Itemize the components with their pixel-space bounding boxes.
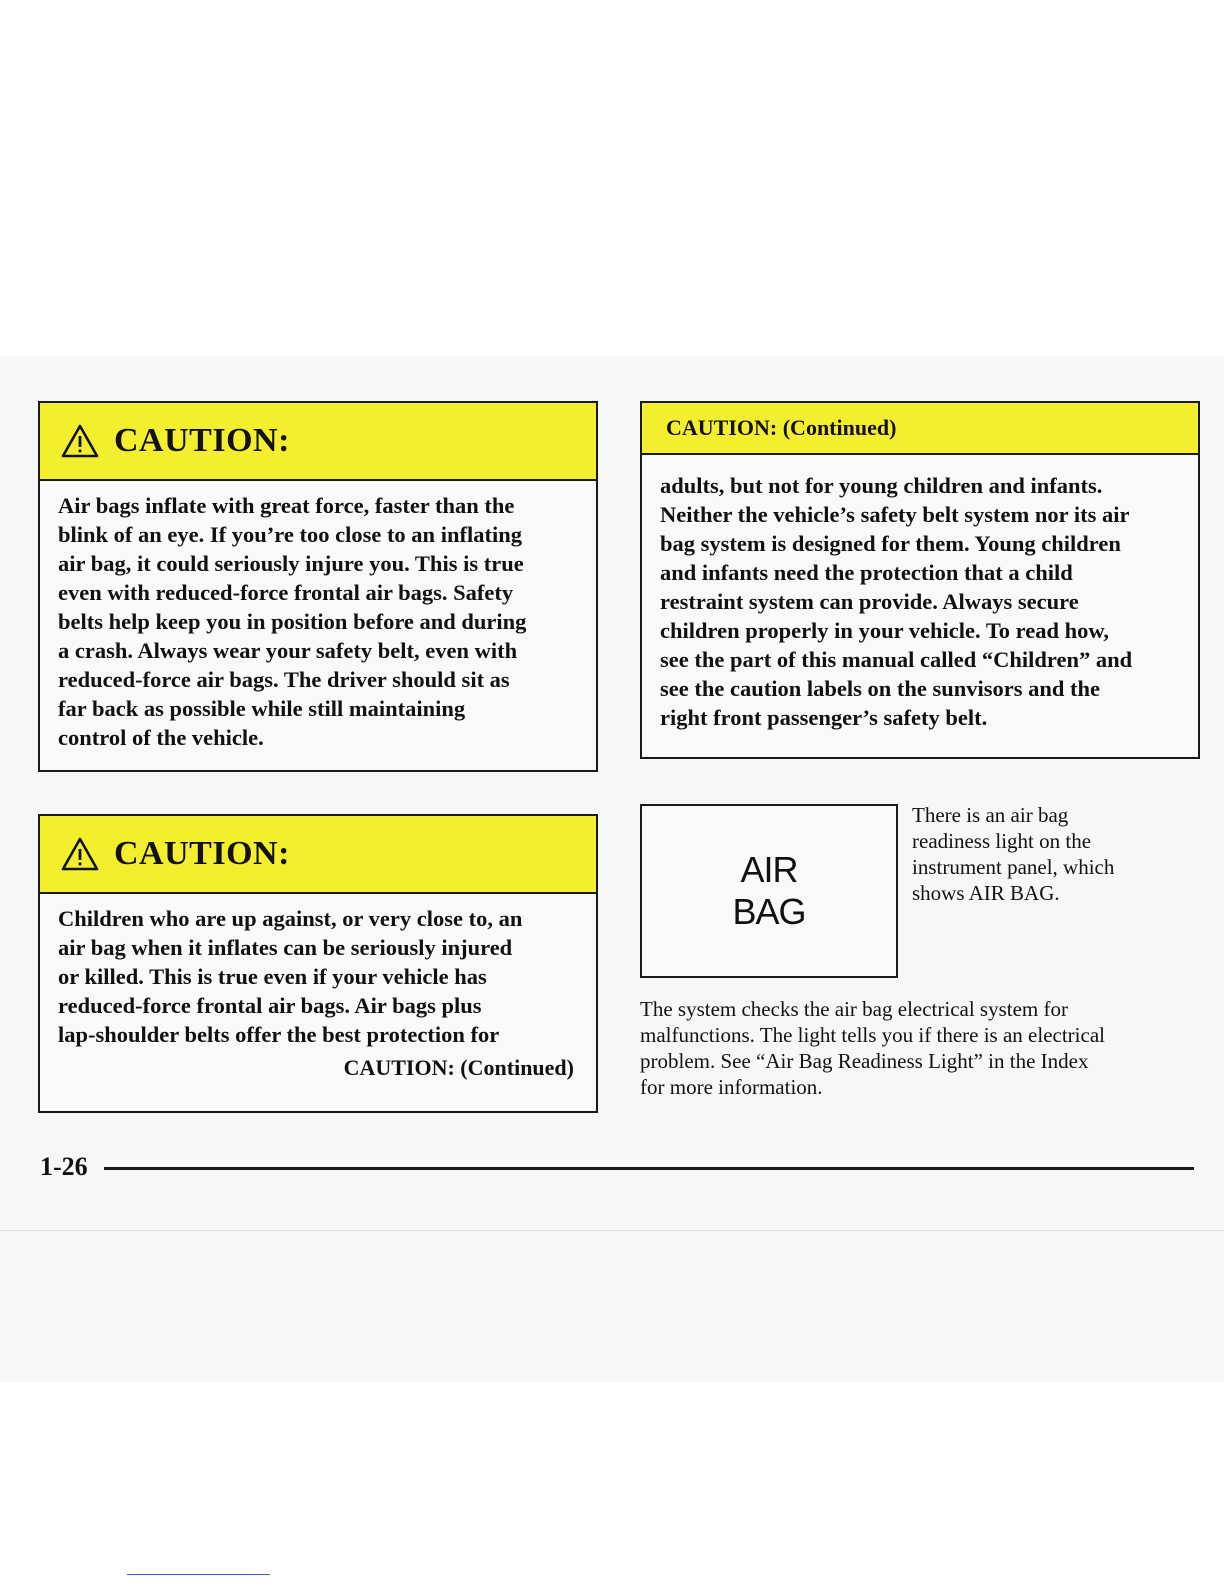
caution-text bbox=[642, 455, 1198, 732]
caution-text bbox=[40, 894, 596, 1049]
text-line: malfunctions. The light tells you if there is an electrical bbox=[640, 1023, 1105, 1047]
caution-line: adults, but not for young children and infants. bbox=[660, 473, 1103, 498]
caution-line: air bag when it inflates can be seriously injured bbox=[58, 935, 513, 960]
caution-line: Air bags inflate with great force, faster than the bbox=[58, 493, 515, 518]
warning-triangle-icon bbox=[60, 423, 100, 459]
caution-line: Neither the vehicle’s safety belt system nor its air bbox=[660, 502, 1130, 527]
caution-line: or killed. This is true even if your vehicle has bbox=[58, 964, 487, 989]
page-number: 1-26 bbox=[40, 1152, 88, 1181]
caution-line: belts help keep you in position before and during bbox=[58, 609, 527, 634]
caution-line: see the part of this manual called “Children” and bbox=[660, 647, 1133, 672]
caution-line: blink of an eye. If you’re too close to an inflating bbox=[58, 522, 522, 547]
caution-line: see the caution labels on the sunvisors and the bbox=[660, 676, 1101, 701]
caution-title: CAUTION: bbox=[114, 422, 290, 459]
caution-line: far back as possible while still maintaining bbox=[58, 696, 466, 721]
caution-line: right front passenger’s safety belt. bbox=[660, 705, 988, 730]
caution-title: CAUTION: bbox=[114, 835, 290, 872]
caution-line: children properly in your vehicle. To read how, bbox=[660, 618, 1110, 643]
caution-line: restraint system can provide. Always secure bbox=[660, 589, 1079, 614]
airbag-readiness-light-illustration bbox=[640, 804, 898, 978]
caution-line: a crash. Always wear your safety belt, even with bbox=[58, 638, 518, 663]
page-edge-rule bbox=[0, 1230, 1224, 1231]
caution-line: reduced-force air bags. The driver should sit as bbox=[58, 667, 510, 692]
footer-rule bbox=[104, 1167, 1194, 1170]
caution-box-children bbox=[38, 814, 598, 1113]
airbag-light-label bbox=[732, 849, 805, 933]
caution-line: bag system is designed for them. Young children bbox=[660, 531, 1121, 556]
caution-line: even with reduced-force frontal air bags. Safety bbox=[58, 580, 514, 605]
warning-triangle-icon bbox=[60, 836, 100, 872]
caution-line: and infants need the protection that a child bbox=[660, 560, 1073, 585]
text-line: The system checks the air bag electrical system for bbox=[640, 997, 1068, 1021]
text-line: There is an air bag bbox=[912, 803, 1069, 827]
airbag-light-description bbox=[912, 802, 1182, 906]
caution-header bbox=[40, 403, 596, 481]
text-line: readiness light on the bbox=[912, 829, 1092, 853]
caution-line: Children who are up against, or very close to, an bbox=[58, 906, 523, 931]
airbag-light-line: AIR bbox=[740, 849, 798, 890]
system-check-paragraph bbox=[640, 996, 1200, 1100]
caution-line: lap-shoulder belts offer the best protection for bbox=[58, 1022, 500, 1047]
caution-line: reduced-force frontal air bags. Air bags plus bbox=[58, 993, 482, 1018]
caution-box-airbag-force bbox=[38, 401, 598, 772]
text-line: instrument panel, which bbox=[912, 855, 1115, 879]
caution-text bbox=[40, 481, 596, 752]
caution-title: CAUTION: (Continued) bbox=[666, 415, 897, 440]
text-line: problem. See “Air Bag Readiness Light” in the Index bbox=[640, 1049, 1089, 1073]
airbag-light-line: BAG bbox=[732, 891, 806, 932]
caution-line: control of the vehicle. bbox=[58, 725, 264, 750]
caution-continued-label: CAUTION: (Continued) bbox=[343, 1055, 574, 1080]
text-line: for more information. bbox=[640, 1075, 823, 1099]
bottom-link-underline bbox=[127, 1574, 270, 1575]
caution-line: air bag, it could seriously injure you. This is true bbox=[58, 551, 524, 576]
caution-box-continued bbox=[640, 401, 1200, 759]
caution-header bbox=[642, 403, 1198, 455]
text-line: shows AIR BAG. bbox=[912, 881, 1060, 905]
caution-header bbox=[40, 816, 596, 894]
